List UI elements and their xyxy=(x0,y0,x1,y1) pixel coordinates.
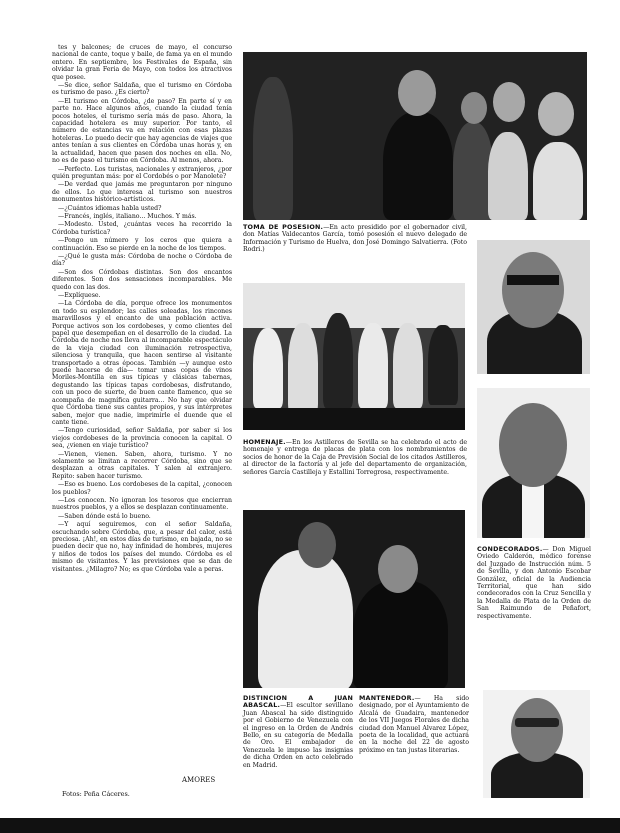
caption-homenaje xyxy=(243,439,467,476)
caption-text: — Ha sido designado, por el Ayuntamiento de Alcalá de Guadaira, mantenedor de los VII Juegos Florales de dicha ciudad don Manuel Alvarez López, poeta de la localidad, que actuará en la noche del 22 de agosto próximo en tan justas literarias. xyxy=(359,695,469,754)
photo-portrait-oviedo xyxy=(477,240,590,374)
author-signature: AMORES xyxy=(182,776,216,784)
photo-homenaje xyxy=(243,283,465,430)
article-paragraph: —Pongo un número y los ceros que quiera a continuación. Eso se pierde en la noche de los tiempos. xyxy=(52,237,232,252)
article-paragraph: tes y balcones; de cruces de mayo, el concurso nacional de cante, toque y baile, de fama ya en el mundo entero. En septiembre, los Festivales de España, sin olvidar la gran Feria de Mayo, con todos los atractivos que posee. xyxy=(52,44,232,81)
article-paragraph: —El turismo en Córdoba, ¿de paso? En parte sí y en parte no. Hace algunos años, cuando la ciudad tenía pocos hoteles, el turismo sería más de paso. Ahora, la capacidad hotelera es muy superior. Por tanto, el número de estancias va en relación con esas plazas hoteleras. Lo puedo decir que hay agencias de viajes que antes tenían a sus clientes en Córdoba unas horas y, en la actualidad, hacen que pasen dos noches en ella. No, no es de paso el turismo en Córdoba. Al menos, ahora. xyxy=(52,97,232,165)
article-column xyxy=(52,44,232,574)
photo-portrait-escobar xyxy=(477,388,590,538)
article-paragraph: —Son dos Córdobas distintas. Son dos encantos diferentes. Son dos sensaciones incomparables. Me quedo con las dos. xyxy=(52,268,232,291)
caption-title: DISTINCION A JUAN ABASCAL. xyxy=(243,694,353,710)
article-paragraph: —De verdad que jamás me preguntaron por ninguno de ellos. Lo que interesa al turismo son nuestros monumentos histórico-artísticos. xyxy=(52,181,232,204)
article-paragraph: —Perfecto. Los turistas, nacionales y extranjeros, ¿por quién preguntan más: por el Cordobés o por Manolete? xyxy=(52,165,232,180)
article-paragraph: —Se dice, señor Saldaña, que el turismo en Córdoba es turismo de paso. ¿Es cierto? xyxy=(52,82,232,97)
article-paragraph: —¿Cuántos idiomas habla usted? xyxy=(58,204,162,212)
article-paragraph: —¿Qué le gusta más: Córdoba de noche o Córdoba de día? xyxy=(52,252,232,268)
article-paragraph: —Explíquese. xyxy=(58,292,101,299)
caption-title: TOMA DE POSESION. xyxy=(243,223,324,231)
photo-credit: Fotos: Peña Cáceres. xyxy=(62,790,130,798)
article-paragraph: —Tengo curiosidad, señor Saldaña, por saber si los viejos cordobeses de la provincia conocen la capital. O sea, ¿vienen en viaje turístico? xyxy=(52,427,232,450)
article-paragraph: —Francés, inglés, italiano... Muchos. Y más. xyxy=(58,212,197,220)
caption-text: —El escultor sevillano Juan Abascal ha sido distinguido por el Gobierno de Venezuela con el ingreso en la Orden de Andrés Bello, en su categoría de Medalla de Oro. El embajador de Venezuela le impuso las insignias de dicha Orden en acto celebrado en Madrid. xyxy=(243,702,353,769)
article-paragraph: —Los conocen. No ignoran los tesoros que encierran nuestros pueblos, y a ellos se desplazan continuamente. xyxy=(52,496,232,512)
photo-portrait-alvarez xyxy=(483,690,590,798)
caption-text: —En los Astilleros de Sevilla se ha celebrado el acto de homenaje y entrega de placas de plata con los nombramientos de socios de honor de la Caja de Previsión Social de los citados Astilleros, al director de la factoría y al jefe del departamento de organización, señores García Castilleja y Estallini Torregrosa, respectivamente. xyxy=(243,439,467,476)
caption-condecorados xyxy=(477,546,591,620)
article-paragraph: —Saben dónde está lo bueno. xyxy=(58,512,151,520)
caption-title: MANTENEDOR. xyxy=(359,694,415,702)
photo-distincion-abascal xyxy=(243,510,465,688)
photo-toma-posesion xyxy=(243,52,587,220)
caption-title: HOMENAJE. xyxy=(243,438,286,446)
article-paragraph: —Y aquí seguiremos, con el señor Saldaña, escuchando sobre Córdoba, que, a pesar del calor, está preciosa. ¡Ah!, en estos días de turismo, en bajada, no se pueden decir que no, hay infinidad de hombres, mujeres y niños de todos los países del mundo. Córdoba es el mismo de visitantes. Y las previsiones que se dan de visitantes. ¿Milagro? No; es que Córdoba vale a peras. xyxy=(52,521,232,573)
caption-distincion xyxy=(243,695,353,769)
caption-mantenedor xyxy=(359,695,469,754)
caption-text: —En acto presidido por el gobernador civil, don Matías Valdecantos García, tomó posesión el nuevo delegado de Información y Turismo de Huelva, don José Domingo Salvatierra. (Foto Rodri.) xyxy=(243,224,467,254)
article-paragraph: —Eso es bueno. Los cordobeses de la capital, ¿conocen los pueblos? xyxy=(52,481,232,496)
caption-text: — Don Miguel Oviedo Calderón, médico forense del Juzgado de Instrucción núm. 5 de Sevilla, y don Antonio Escobar González, oficial de la Audiencia Territorial, que han sido condecorados con la Cruz Sencilla y la Medalla de Plata de la Orden de San Raimundo de Peñafort, respectivamente. xyxy=(477,546,591,620)
caption-toma-posesion xyxy=(243,224,467,254)
article-paragraph: —Vienen, vienen. Saben, ahora, turismo. Y no solamente se limitan a recorrer Córdoba, sino que se desplazan a otras capitales. Y salen al extranjero. Repito: saben hacer turismo. xyxy=(52,450,232,480)
caption-title: CONDECORADOS. xyxy=(477,545,543,553)
article-paragraph: —Modesto. Usted, ¿cuántas veces ha recorrido la Córdoba turística? xyxy=(52,221,232,236)
article-paragraph: —La Córdoba de día, porque ofrece los monumentos en todo su esplendor; las calles soleadas, los rincones maravillosos y el encanto de una población activa. Porque activos son los cordobeses, y como clientes del papel que desempeñan en el desarrollo de la ciudad. La Córdoba de noche nos lleva al incomparable espectáculo de la vieja ciudad con iluminación retrospectiva, silenciosa y tranquila, que hacen sentirse al visitante transportado a otras épocas. También —y aunque esto puede hacerse de día— tomar unas copas de vinos Moriles-Montilla en sus típicas y clásicas tabernas, degustando las típicas tapas cordobesas, disfrutando, con un poco de suerte, de buen cante flamenco, que se acompaña de magnífica guitarra... No hay que olvidar que Córdoba tiene sus cantes propios, y sus intérpretes saben, mejor que nadie, imprimirle el duende que el cante tiene. xyxy=(52,300,232,426)
page-bottom-bar xyxy=(0,818,620,833)
